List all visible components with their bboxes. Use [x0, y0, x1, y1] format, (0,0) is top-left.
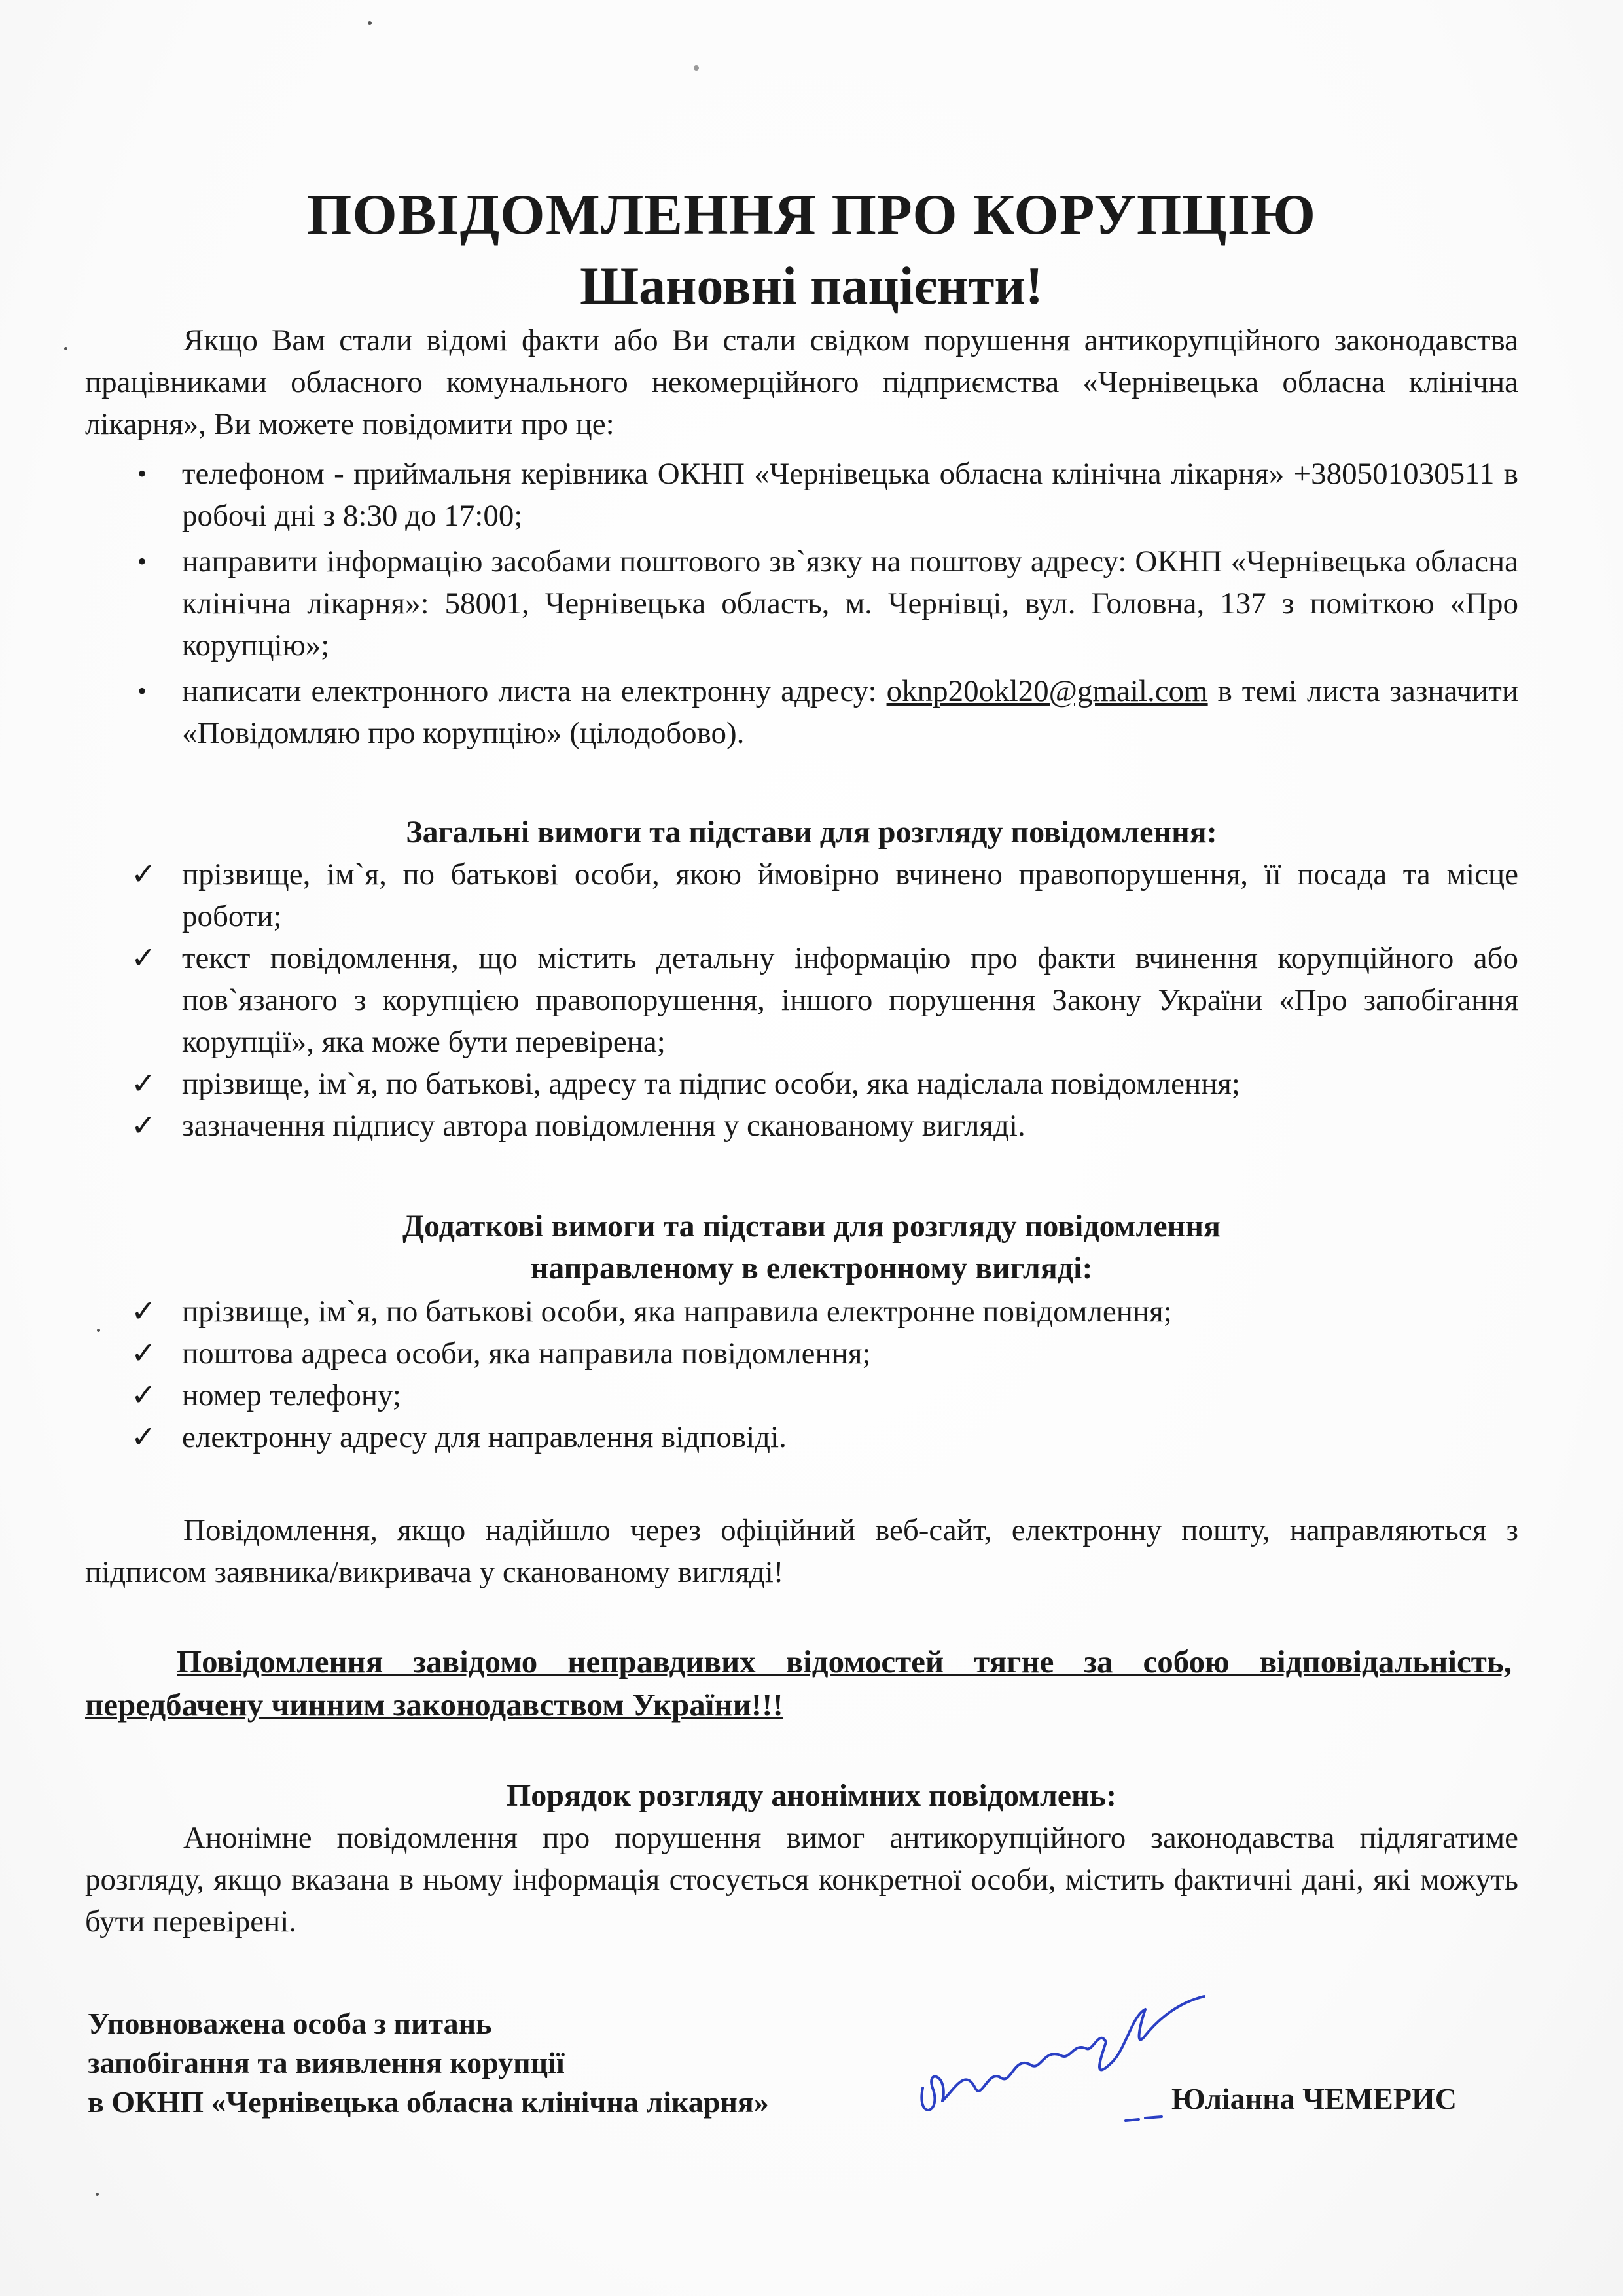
requirement-text: прізвище, ім`я, по батькові особи, яка направила електронне повідомлення;: [182, 1295, 1172, 1329]
contact-method-email: [118, 670, 1518, 754]
heading-line: Додаткові вимоги та підстави для розгляду повідомлення: [402, 1209, 1221, 1244]
electronic-requirements-list: [118, 1291, 1518, 1458]
general-requirements-heading: Загальні вимоги та підстави для розгляду повідомлення:: [406, 815, 1217, 850]
requirement-item: [118, 1416, 1518, 1458]
contact-method-post: [118, 541, 1518, 666]
contact-method-phone: [118, 453, 1518, 537]
false-report-warning: Повідомлення завідомо неправдивих відомостей тягне за собою відповідальність, передбачену чинним законодавством України!!!: [85, 1643, 1512, 1723]
heading-line: направленому в електронному вигляді:: [530, 1251, 1093, 1285]
requirement-item: [118, 1333, 1518, 1374]
checkmark-icon: ✓: [131, 1336, 156, 1370]
intro-paragraph: Якщо Вам стали відомі факти або Ви стали свідком порушення антикорупційного законодавства працівниками обласного комунального некомерційного підприємства «Чернівецька обласна клінічна лікарня», Ви можете повідомити про це:: [85, 323, 1518, 441]
contact-method-text: написати електронного листа на електронну адресу:: [182, 674, 887, 708]
checkmark-icon: ✓: [131, 857, 156, 891]
requirement-item: [118, 1105, 1518, 1147]
bullet-icon: •: [137, 459, 147, 488]
scan-speck: [694, 65, 699, 71]
checkmark-icon: ✓: [131, 1067, 156, 1100]
email-link[interactable]: oknp20okl20@gmail.com: [886, 674, 1208, 708]
checkmark-icon: ✓: [131, 1109, 156, 1142]
signature-stroke: [921, 1996, 1204, 2110]
contact-methods-list: [118, 453, 1518, 758]
anonymous-reports-heading: Порядок розгляду анонімних повідомлень:: [506, 1778, 1117, 1813]
contact-method-text: телефоном - приймальня керівника ОКНП «Чернівецька обласна клінічна лікарня» +380501030511 в робочі дні з 8:30 до 17:00;: [182, 457, 1518, 533]
bullet-icon: •: [137, 676, 147, 706]
signatory-position: [88, 2004, 769, 2122]
checkmark-icon: ✓: [131, 1378, 156, 1412]
requirement-item: [118, 937, 1518, 1063]
requirement-item: [118, 1063, 1518, 1105]
bullet-icon: •: [137, 547, 147, 576]
greeting-subtitle: Шановні пацієнти!: [580, 256, 1043, 315]
requirement-text: прізвище, ім`я, по батькові, адресу та підпис особи, яка надіслала повідомлення;: [182, 1067, 1240, 1101]
requirement-item: [118, 853, 1518, 937]
checkmark-icon: ✓: [131, 1420, 156, 1454]
requirement-text: текст повідомлення, що містить детальну інформацію про факти вчинення корупційного або пов`язаного з корупцією правопорушення, іншого порушення Закону України «Про запобігання корупції», яка може бути перевірена;: [182, 941, 1518, 1059]
requirement-text: поштова адреса особи, яка направила повідомлення;: [182, 1336, 871, 1371]
checkmark-icon: ✓: [131, 941, 156, 975]
requirement-item: [118, 1291, 1518, 1333]
requirement-text: прізвище, ім`я, по батькові особи, якою ймовірно вчинено правопорушення, її посада та місце роботи;: [182, 857, 1518, 933]
general-requirements-list: [118, 853, 1518, 1147]
scan-speck: [64, 347, 67, 350]
electronic-requirements-heading: [0, 1206, 1623, 1289]
contact-method-text: в темі листа зазначити «Повідомляю про корупцію» (цілодобово).: [182, 674, 1518, 750]
requirement-item: [118, 1374, 1518, 1416]
requirement-text: номер телефону;: [182, 1378, 401, 1412]
requirement-text: зазначення підпису автора повідомлення у сканованому вигляді.: [182, 1109, 1026, 1143]
scan-speck: [97, 1329, 100, 1332]
scan-speck: [96, 2193, 99, 2196]
requirement-text: електронну адресу для направлення відповіді.: [182, 1420, 787, 1454]
signatory-position-line: в ОКНП «Чернівецька обласна клінічна лікарня»: [88, 2085, 769, 2119]
signatory-position-line: запобігання та виявлення корупції: [88, 2046, 565, 2079]
scan-speck: [368, 21, 372, 25]
anonymous-reports-text: Анонімне повідомлення про порушення вимог антикорупційного законодавства підлягатиме розгляду, якщо вказана в ньому інформація стосується конкретної особи, містить фактичні дані, які можуть бути перевірені.: [85, 1821, 1518, 1939]
scanned-signature-note: Повідомлення, якщо надійшло через офіційний веб-сайт, електронну пошту, направляються з підписом заявника/викривача у сканованому вигляді!: [85, 1513, 1518, 1589]
signature-stroke: [1126, 2117, 1162, 2121]
checkmark-icon: ✓: [131, 1295, 156, 1328]
signatory-name: Юліанна ЧЕМЕРИС: [1171, 2082, 1457, 2115]
contact-method-text: направити інформацію засобами поштового зв`язку на поштову адресу: ОКНП «Чернівецька обласна клінічна лікарня»: 58001, Чернівецька область, м. Чернівці, вул. Головна, 137 з поміткою «Про корупцію»;: [182, 545, 1518, 662]
signatory-position-line: Уповноважена особа з питань: [88, 2007, 492, 2040]
document-title: ПОВІДОМЛЕННЯ ПРО КОРУПЦІЮ: [306, 183, 1317, 247]
